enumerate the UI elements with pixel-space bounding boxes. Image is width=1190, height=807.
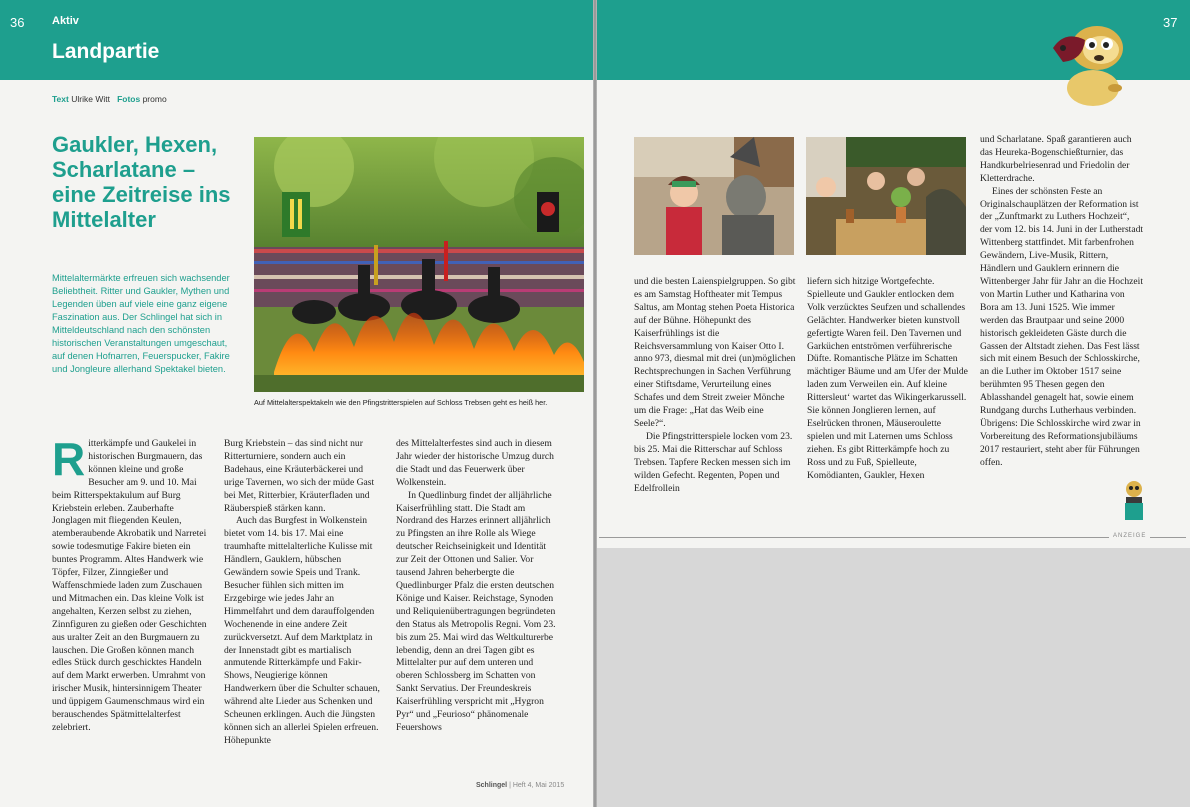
ad-area [597, 548, 1190, 807]
main-photo-illustration [254, 137, 584, 392]
column-3-paragraph-2: In Quedlinburg findet der alljährliche Kaiserfrühling statt. Die Stadt am Nordrand des Harzes erinnert alljährlich zu Pfingsten an ihre Rolle als Wiege deutscher Reichseinigkeit und Identität zur Zeit der Ottonen und Salier. Vor tausend Jahren beherbergte die Quedlinburger Pfalz die ersten deutschen Könige und Kaiser. Reichstage, Synoden und Reliquienübertragungen begründeten den Status als Metropolis Regni. Vom 23. bis zum 25. Mai wird das Weltkulturerbe lebendig, denn an drei Tagen gibt es Mittelalter pur auf dem unteren und oberen Schlossberg im Schatten von Sankt Servatius. Der Freundeskreis Kaiserfrühling verspricht mit „Hygron Pyr“ und „Feurioso“ phänomenale Feuershows [396, 489, 556, 733]
ad-divider-line [599, 537, 1186, 538]
text-column-4 [634, 276, 796, 495]
column-3-paragraph-1: des Mittelalterfestes sind auch in diesem Jahr wieder der historische Umzug durch die Stadt und das Feuerwerk über Wolkenstein. [396, 438, 554, 488]
section-title: Landpartie [52, 40, 160, 63]
ad-label: ANZEIGE [1109, 533, 1150, 539]
rubric: Aktiv [52, 15, 79, 27]
right-page [597, 0, 1190, 807]
credits [52, 94, 167, 104]
photo-caption: Auf Mittelalterspektakeln wie den Pfingstritterspielen auf Schloss Trebsen geht es heiß her. [254, 398, 548, 407]
page-number-right: 37 [1163, 15, 1178, 30]
footer-issue: Heft 4, Mai 2015 [512, 782, 565, 789]
credit-photo-label: Fotos [117, 94, 141, 104]
meerkat-mascot-icon [1045, 18, 1135, 106]
text-column-5 [807, 276, 969, 483]
credit-photo-source: promo [142, 94, 167, 104]
column-6-paragraph-1: und Scharlatane. Spaß garantieren auch das Heureka-Bogenschießturnier, das Handkurbelriesenrad und Friedolin der Kletterdrache. [980, 134, 1132, 184]
credit-author: Ulrike Witt [71, 94, 110, 104]
column-5-text: liefern sich hitzige Wortgefechte. Spielleute und Gaukler entlocken dem Volk verzücktes Seufzen und schallendes Gelächter. Handwerker bieten kunstvoll gefertigte Waren feil. Den Tavernen und Garküchen entströmen verführerische Düfte. Romantische Plätze im Schatten mächtiger Bäume und am Ufer der Mulde laden zum Verweilen ein. Auf kleine Rittersleut‘ wartet das Wikingerkarussell. Sie können Jonglieren lernen, auf Eselrücken thronen, Mäuseroulette spielen und mit Laternen ums Schloss ziehen. Es gibt Ritterkämpfe hoch zu Ross und zu Fuß, Spielleute, Komödianten, Gaukler, Hexen [807, 276, 968, 481]
article-headline: Gaukler, Hexen, Scharlatane – eine Zeitreise ins Mittelalter [52, 132, 231, 232]
footer: Schlingel | Heft 4, Mai 2015 [476, 782, 565, 789]
photo-medieval-feast [806, 137, 966, 255]
text-column-1 [52, 433, 208, 735]
text-column-3 [396, 438, 558, 735]
column-1-text: itterkämpfe und Gaukelei in historischen Burgmauern, das können kleine und große Besucher am 9. und 10. Mai beim Ritterspektakulum auf Burg Kriebstein erleben. Zauberhafte Jonglagen mit fliegenden Keulen, atemberaubende Akrobatik und Narretei sowie todesmutige Fakire bieten ein buntes Programm. Altes Handwerk wie Töpfer, Filzer, Zinngießer und Waffenschmiede laden zum Zuschauen und Mitmachen ein. Das kleine Volk ist angehalten, Kerzen selbst zu ziehen, Zinnfiguren zu gießen oder Geschichten aus uralter Zeit an den Burgmauern zu lauschen. Die Großen können manch edles Stück durch geschicktes Handeln auf dem Markt erwerben. Umrahmt von irischer Musik, hintersinnigem Theater und üppigem Gaumenschmaus wird ein berauschendes Spätmittelalterfest zelebriert. [52, 438, 207, 733]
credit-text-label: Text [52, 94, 69, 104]
column-2-paragraph-1: Burg Kriebstein – das sind nicht nur Ritterturniere, sondern auch ein Badehaus, eine Kräuterbäckerei und urige Tavernen, wo sich der müde Gast bei Met, Ritterbier, Kräuterfladen und Räuberspieß stärken kann. [224, 438, 375, 514]
column-4-paragraph-1: und die besten Laienspielgruppen. So gibt es am Samstag Hoftheater mit Tempus Saltus, am Montag stehen Poeta Historica auf der Bühne. Höhepunkt des Kaiserfrühlings ist die Reichsversammlung von Kaiser Otto I. anno 973, diesmal mit drei (un)möglichen Rechtsprechungen in Sachen Verführung einer Stiftsdame, Verurteilung eines Schafes und dem Streit zweier Mönche um die Frage: „Hat das Weib eine Seele?“. [634, 276, 796, 429]
column-6-paragraph-2: Eines der schönsten Feste an Originalschauplätzen der Reformation ist der „Zunftmarkt zu Luthers Hochzeit“, der vom 12. bis 14. Juni in der Lutherstadt Wittenberg stattfindet. Mit farbenfrohen Gewändern, Live-Musik, Rittern, Händlern und Gauklern erinnern die Wittenberger Jahr für Jahr an die Hochzeit von Martin Luther und Katharina von Bora am 13. Juni 1525. Wie immer werden das Brautpaar und seine 2000 historisch gekleideten Gäste durch die Gassen der Altstadt ziehen. Das Fest lässt sich mit einem Besuch der Schlosskirche, an die Luther im Oktober 1517 seine berühmten 95 Thesen gegen den Ablasshandel genagelt hat, sowie einem Rundgang durchs Lutherhaus verbinden. Übrigens: Die Schlosskirche wird zwar in Vorbereitung des Reformationsjubiläums 2017 restauriert, steht aber für Führungen offen. [980, 185, 1144, 468]
text-column-6 [980, 134, 1144, 470]
meerkat-small-icon [1121, 478, 1147, 520]
page-number-left: 36 [10, 15, 25, 30]
text-column-2 [224, 438, 380, 748]
article-intro: Mittelaltermärkte erfreuen sich wachsender Beliebtheit. Ritter und Gaukler, Mythen und Legenden üben auf viele eine ganz eigene Faszination aus. Der Schlingel hat sich in Mitteldeutschland nach den schönsten historischen Veranstaltungen umgeschaut, auf denen Hofnarren, Feuerspucker, Fakire und Jongleure allerhand Spektakel bieten. [52, 273, 230, 374]
photo-girl-and-witch [634, 137, 794, 255]
column-4-paragraph-2: Die Pfingstritterspiele locken vom 23. bis 25. Mai die Ritterschar auf Schloss Trebsen. Tapfere Recken messen sich im wilden Gefecht. Regenten, Popen und Edelfrollein [634, 430, 793, 494]
drop-cap: R [52, 433, 86, 485]
column-2-paragraph-2: Auch das Burgfest in Wolkenstein bietet vom 14. bis 17. Mai eine traumhafte mittelalterliche Kulisse mit Händlern, Gauklern, hübschen Gewändern sowie Speis und Trank. Besucher fühlen sich mitten im Erzgebirge wie jedes Jahr an Himmelfahrt und dem darauffolgenden Wochenende in eine andere Zeit zurückversetzt. Auf dem Marktplatz in der Innenstadt gibt es martialisch anmutende Ritterkämpfe und Fakir-Shows, Neugierige können Handwerkern über die Schulter schauen, während alte Lieder aus Schenken und Scheunen erklingen. Auch die Jüngsten können sich an allerlei Spielen erfreuen. Höhepunkte [224, 515, 380, 746]
main-photo-knights-fire [254, 137, 584, 392]
footer-brand: Schlingel [476, 782, 508, 789]
left-page [0, 0, 593, 807]
